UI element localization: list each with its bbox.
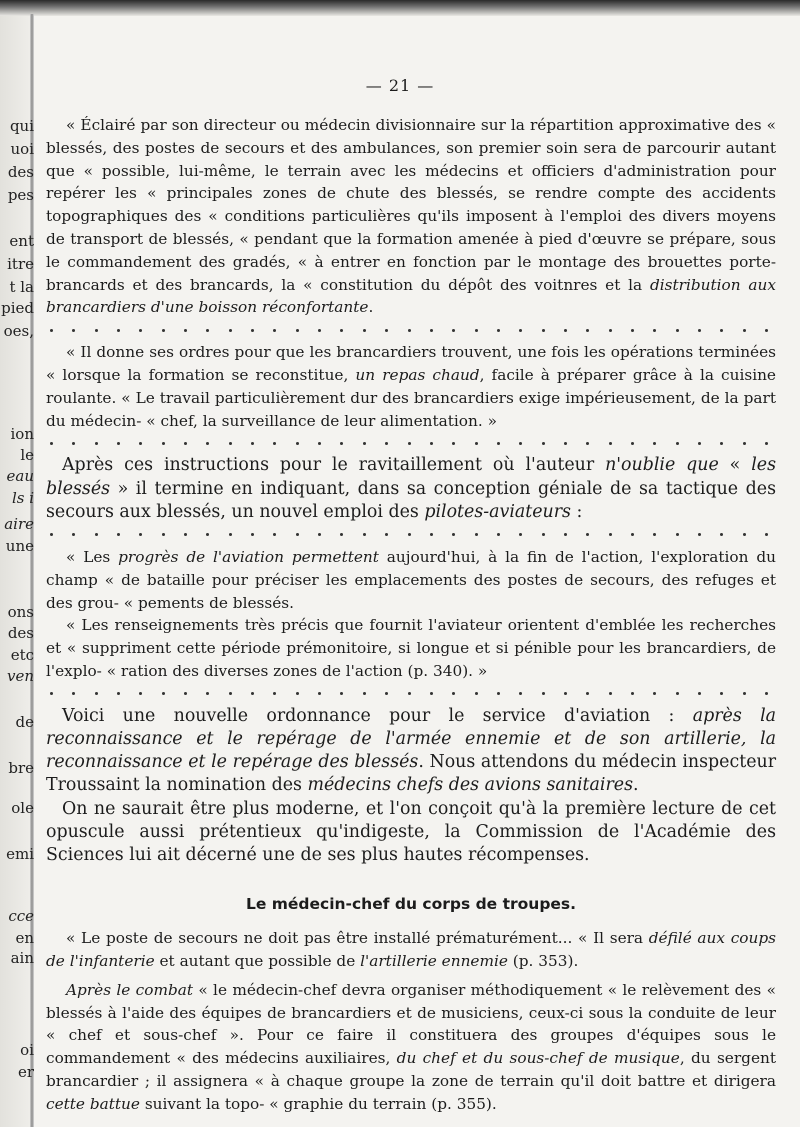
text-run: et autant que possible de [154,951,361,970]
quote-paragraph [46,979,776,1116]
bleed-text: oes, [3,323,34,339]
italic-run: n'oublie que [605,455,719,476]
bleed-text: pes [7,187,34,203]
ellipsis-row [46,683,776,705]
bleed-text: pied [1,300,34,316]
scan-top-shadow [0,0,800,16]
italic-run: pilotes-aviateurs [424,501,571,522]
bleed-text: oi [20,1042,34,1058]
bleed-text: une [5,538,34,554]
italic-run: un repas chaud [355,365,480,384]
bleed-text: aire [4,516,34,532]
text-run: (p. 353). [507,951,579,970]
quote-paragraph: « Les renseignements très précis que fournit l'aviateur orientent d'emblée les recherches et « suppriment cette période prémonitoire, si longue et si pénible pour les brancardiers, de l'explo- « ration des diverses zones de l'action (p. 340). » [46,616,776,680]
body-paragraph: On ne saurait être plus moderne, et l'on conçoit qu'à la première lecture de cet opuscule aussi prétentieux qu'indigeste, la Commission de l'Académie des Sciences lui ait décerné une de ses plus hautes récompenses. [46,798,776,865]
italic-run: l'artillerie ennemie [360,951,508,970]
bleed-text: bre [8,760,34,776]
text-run: , facile à préparer grâce à la cuisine roulante. « Le travail particulièrement dur des brancardiers exige impérieusement, de la part du médecin- « chef, la surveillance de leur alimentation. » [46,365,776,430]
bleed-text: cce [8,908,34,924]
text-run: aujourd'hui, à la fin de l'action, l'exploration du champ « de bataille pour préciser les emplacements des postes de secours, des refuges et des grou- « pements de blessés. [46,547,776,612]
bleed-text: eau [6,468,34,484]
italic-run: Après le combat [66,980,194,999]
italic-run: progrès de l'aviation permettent [118,547,379,566]
quote-paragraph [46,114,776,319]
text-run: » il termine en indiquant, dans sa conception géniale de sa tactique des secours aux blessés, un nouvel emploi des [46,478,776,522]
text-run: « [718,455,752,476]
bleed-text: uoi [10,141,34,157]
quote-paragraph [46,546,776,614]
text-run: « Les [66,547,119,566]
text-run: . Nous attendons du médecin inspecteur Troussaint la nomination des [46,752,777,796]
ellipsis-row [46,432,776,454]
bleed-text: emi [6,846,34,862]
bleed-text: de [15,714,34,730]
text-run: « Le poste de secours ne doit pas être installé prématurément... « Il sera [66,929,649,948]
bleed-text: ent [9,233,34,249]
page-number: — 21 — [365,76,435,95]
quote-paragraph [46,341,776,432]
bleed-text: t la [9,279,34,295]
text-run: Après ces instructions pour le ravitaillement où l'auteur [62,455,606,476]
bleed-text: ion [10,426,34,442]
bleed-text: ven [6,668,34,684]
body-paragraph [46,454,776,524]
bleed-text: des [7,625,34,641]
bleed-text: ain [10,950,34,966]
italic-run: cette battue [46,1094,140,1113]
bleed-text: ons [7,604,34,620]
text-run: « Il donne ses ordres pour que les brancardiers trouvent, une fois les opérations terminées « lorsque la formation se reconstitue, [46,343,776,384]
text-run: . [368,298,374,317]
bleed-text: le [20,447,34,463]
text-run: : [570,501,583,522]
italic-run: médecins chefs des avions sanitaires [307,775,634,796]
text-run: , du sergent brancardier ; il assignera « à chaque groupe la zone de terrain qu'il doit battre et dirigera [46,1049,777,1090]
italic-run: les blessés [46,455,776,499]
bleed-text: etc [10,647,34,663]
section-heading: Le médecin-chef du corps de troupes. [245,895,577,914]
bleed-text: en [15,930,34,946]
text-run: « le médecin-chef devra organiser méthodiquement « le relèvement des « blessés à l'aide des équipes de brancardiers et de musiciens, ceux-ci sous la conduite de leur « chef et sous-chef ». Pour ce faire il constituera des groupes d'équipes sous le commandement « des médecins auxiliaires, [46,980,776,1068]
italic-run: défilé aux coups de l'infanterie [46,929,776,970]
text-run: Voici une nouvelle ordonnance pour le service d'aviation : [62,705,693,726]
page-body [46,114,776,1116]
bleed-text: ole [11,800,34,816]
bleed-text: er [17,1064,34,1080]
bleed-text: ls i [11,490,34,506]
bleed-text: itre [7,256,34,272]
italic-run: après la reconnaissance et le repérage de l'armée ennemie et de son artillerie, la reconnaissance et le repérage des blessés [46,705,777,773]
body-paragraph [46,705,776,798]
italic-run: du chef et du sous-chef de musique [396,1049,680,1068]
bleed-text: des [7,164,34,180]
text-run: « Éclairé par son directeur ou médecin divisionnaire sur la répartition approximative des « blessés, des postes de secours et des ambulances, son premier soin sera de parcourir autant que « possible, lui-même, le terrain avec les médecins et officiers d'administration pour repérer les « principales zones de chute des blessés, se rendre compte des accidents topographiques des « conditions particulières qu'ils imposent à l'emploi des divers moyens de transport de blessés, « pendant que la formation amenée à pied d'œuvre se prépare, sous le commandement des gradés, « à entrer en fonction par le montage des brouettes porte-brancards et des brancards, la « constitution du dépôt des voitnres et la [46,116,776,294]
text-run: suivant la topo- « graphie du terrain (p. 355). [139,1094,497,1113]
text-run: . [633,775,639,796]
quote-paragraph [46,927,776,973]
ellipsis-row [46,524,776,546]
italic-run: distribution aux brancardiers d'une boisson réconfortante [46,275,776,317]
bleed-text: qui [9,118,34,134]
ellipsis-row [46,319,776,341]
